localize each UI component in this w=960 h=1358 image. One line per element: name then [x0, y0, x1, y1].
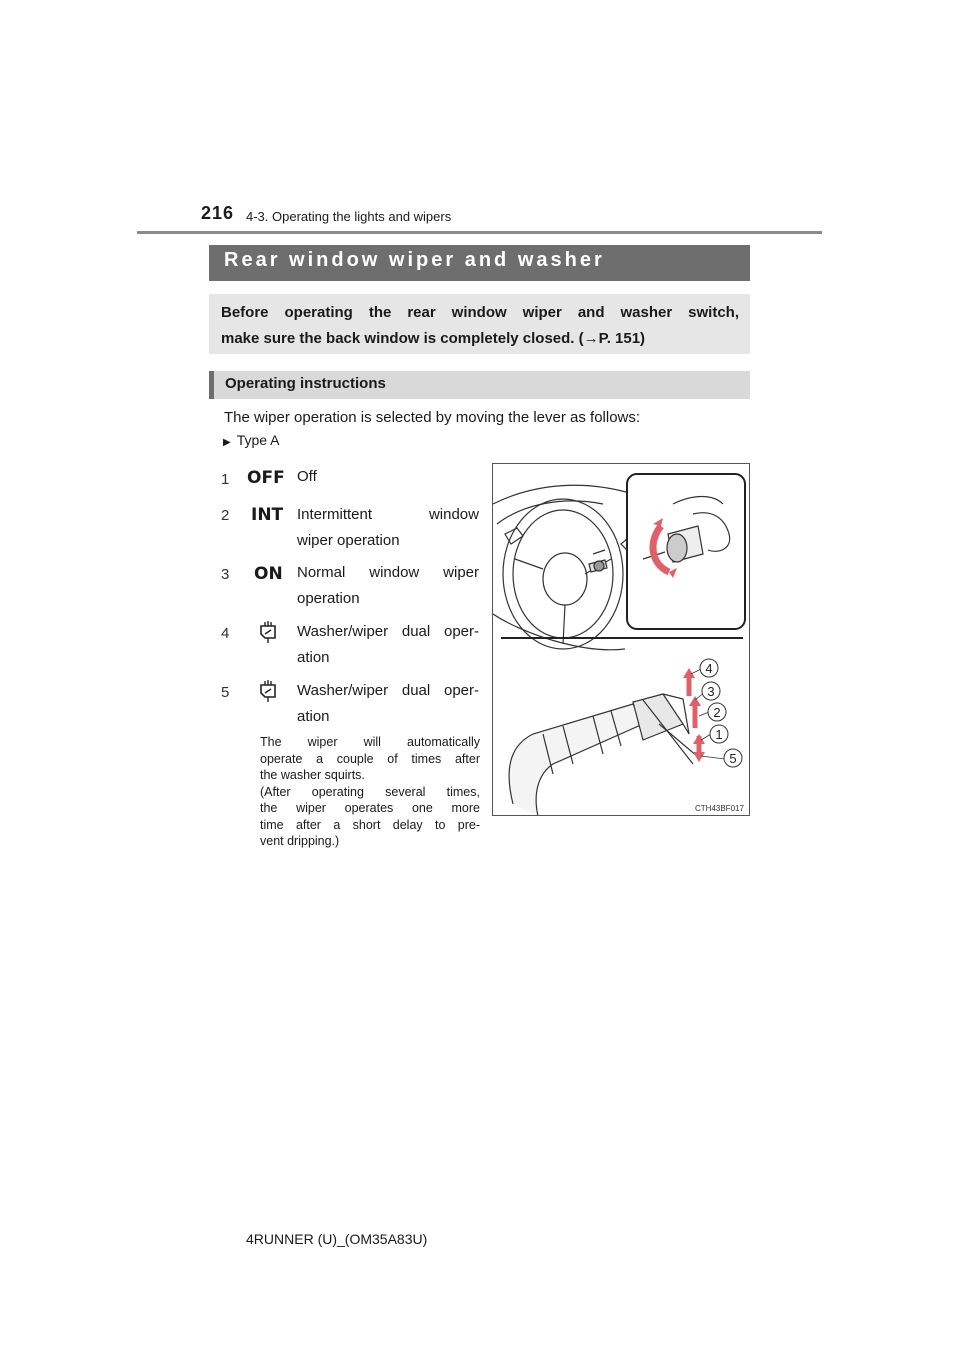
desc-line: Off: [297, 468, 317, 485]
note-line: operate a couple of times after: [260, 751, 480, 766]
item-description: [297, 502, 479, 554]
item-number: 1: [221, 471, 230, 488]
desc-line: wiper operation: [297, 532, 400, 549]
note-line: The wiper will automatically: [260, 735, 480, 749]
callout-number: 5: [729, 751, 737, 766]
intro-line: Before operating the rear window wiper and washer switch,: [221, 304, 739, 321]
item-description: [297, 560, 479, 612]
wiper-lever-illustration: [492, 463, 750, 816]
switch-code-off: OFF: [247, 468, 285, 488]
footer-model: 4RUNNER (U)_(OM35A83U): [246, 1231, 428, 1247]
item-number: 4: [221, 625, 230, 642]
section-title: Rear window wiper and washer: [224, 249, 605, 271]
intro-line: make sure the back window is completely closed. (→P. 151): [221, 330, 646, 347]
note-line: the wiper operates one more: [260, 801, 480, 815]
rear-washer-icon: [256, 679, 280, 703]
callout-number: 3: [707, 684, 715, 699]
item-number: 5: [221, 684, 230, 701]
desc-line: ation: [297, 708, 330, 725]
note-line: (After operating several times,: [260, 784, 480, 799]
desc-line: Normal window wiper: [297, 564, 479, 581]
wiper-lever-drawing: [493, 464, 750, 816]
triangle-right-icon: ▶: [223, 437, 231, 448]
desc-line: ation: [297, 649, 330, 666]
chapter-title: 4-3. Operating the lights and wipers: [246, 209, 452, 224]
note-line: time after a short delay to pre-: [260, 817, 480, 832]
header-rule: [137, 231, 822, 234]
item-number: 2: [221, 507, 230, 524]
desc-line: Washer/wiper dual oper-: [297, 623, 479, 640]
type-label-text: Type A: [236, 432, 280, 448]
callout-number: 1: [715, 727, 723, 742]
washer-note: [260, 734, 480, 850]
switch-code-on: ON: [254, 564, 283, 584]
rear-washer-icon: [256, 620, 280, 644]
lead-text: The wiper operation is selected by moving the lever as follows:: [224, 409, 641, 426]
type-label: [223, 432, 280, 448]
switch-code-int: INT: [251, 505, 284, 525]
desc-line: Washer/wiper dual oper-: [297, 682, 479, 699]
figure-id: CTH43BF017: [695, 804, 744, 813]
page-number: 216: [201, 203, 235, 223]
item-description: [297, 678, 479, 730]
subsection-title: Operating instructions: [225, 375, 386, 392]
note-line: the washer squirts.: [260, 768, 365, 782]
callout-number: 2: [713, 705, 721, 720]
intro-text: [221, 300, 739, 352]
note-line: vent dripping.): [260, 834, 340, 848]
callout-number: 4: [705, 661, 713, 676]
desc-line: Intermittent window: [297, 506, 479, 523]
desc-line: operation: [297, 590, 360, 607]
item-description: [297, 464, 479, 490]
item-description: [297, 619, 479, 671]
item-number: 3: [221, 566, 230, 583]
